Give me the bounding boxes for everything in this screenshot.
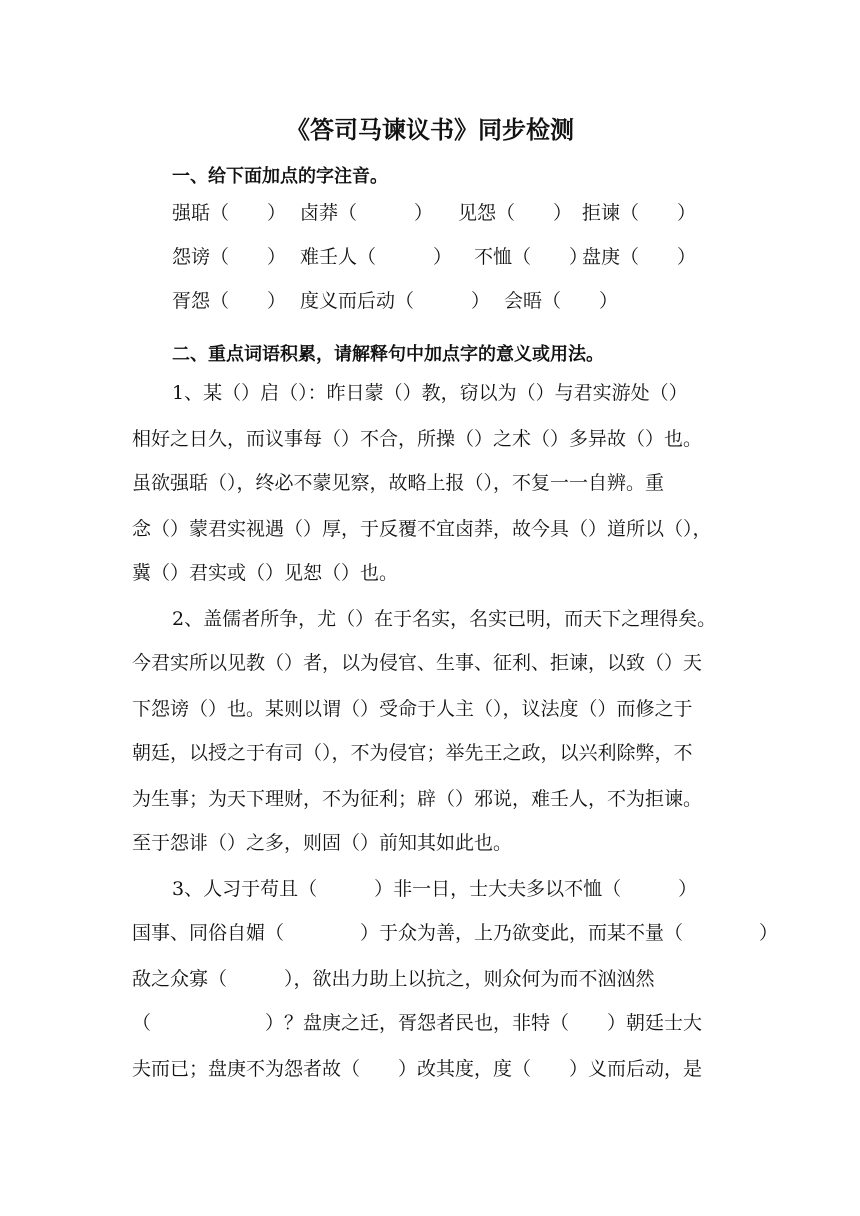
pinyin-item: 卤莽（ ） [300,202,434,224]
text-line: 相好之日久，而议事每（）不合，所操（）之术（）多异故（）也。 [132,428,703,450]
text-line: 1、某（）启（）：昨日蒙（）教，窃以为（）与君实游处（） [172,382,688,404]
pinyin-item: 度义而后动（ ） [300,290,491,312]
text-line: 虽欲强聒（），终必不蒙见察，故略上报（），不复一一自辨。重 [132,472,665,494]
text-line: 敌之众寡（ ），欲出力助上以抗之，则众何为而不汹汹然 [132,968,655,990]
text-line: 3、人习于苟且（ ）非一日，士大夫多以不恤（ ） [172,878,698,900]
text-line: 2、盖儒者所争，尤（）在于名实，名实已明，而天下之理得矣。 [172,608,717,630]
pinyin-item: 盘庚（ ） [582,246,697,268]
text-line: 念（）蒙君实视遇（）厚，于反覆不宜卤莽，故今具（）道所以（）， [132,518,712,540]
pinyin-row-2 [172,242,696,269]
text-line: 为生事；为天下理财，不为征利；辟（）邪说，难壬人，不为拒谏。 [132,788,703,810]
pinyin-item: 怨谤（ ） [172,246,287,268]
text-line: 冀（）君实或（）见恕（）也。 [132,562,399,584]
pinyin-item: 会晤（ ） [504,290,619,312]
pinyin-item: 见怨（ ） [458,202,573,224]
pinyin-item: 强聒（ ） [172,202,287,224]
text-line: 朝廷，以授之于有司（），不为侵官；举先王之政，以兴利除弊，不 [132,742,693,764]
text-line: 下怨谤（）也。某则以谓（）受命于人主（），议法度（）而修之于 [132,698,693,720]
pinyin-item: 不恤（ ） [474,246,589,268]
text-line: 今君实所以见教（）者，以为侵官、生事、征利、拒谏，以致（）天 [132,652,703,674]
pinyin-row-1 [172,198,696,225]
section1-heading: 一、给下面加点的字注音。 [172,166,388,187]
text-line: 至于怨诽（）之多，则固（）前知其如此也。 [132,832,513,854]
pinyin-item: 拒谏（ ） [582,202,697,224]
text-line: （ ）？盘庚之迁，胥怨者民也，非特（ ）朝廷士大 [132,1012,703,1034]
pinyin-item: 难壬人（ ） [300,246,453,268]
pinyin-row-3 [172,286,618,313]
text-line: 夫而已；盘庚不为怨者故（ ）改其度，度（ ）义而后动，是 [132,1058,703,1080]
page-title: 《答司马谏议书》同步检测 [286,116,574,144]
text-line: 国事、同俗自媚（ ）于众为善，上乃欲变此，而某不量（ ） [132,922,779,944]
pinyin-item: 胥怨（ ） [172,290,287,312]
section2-heading: 二、重点词语积累，请解释句中加点字的意义或用法。 [172,344,604,365]
